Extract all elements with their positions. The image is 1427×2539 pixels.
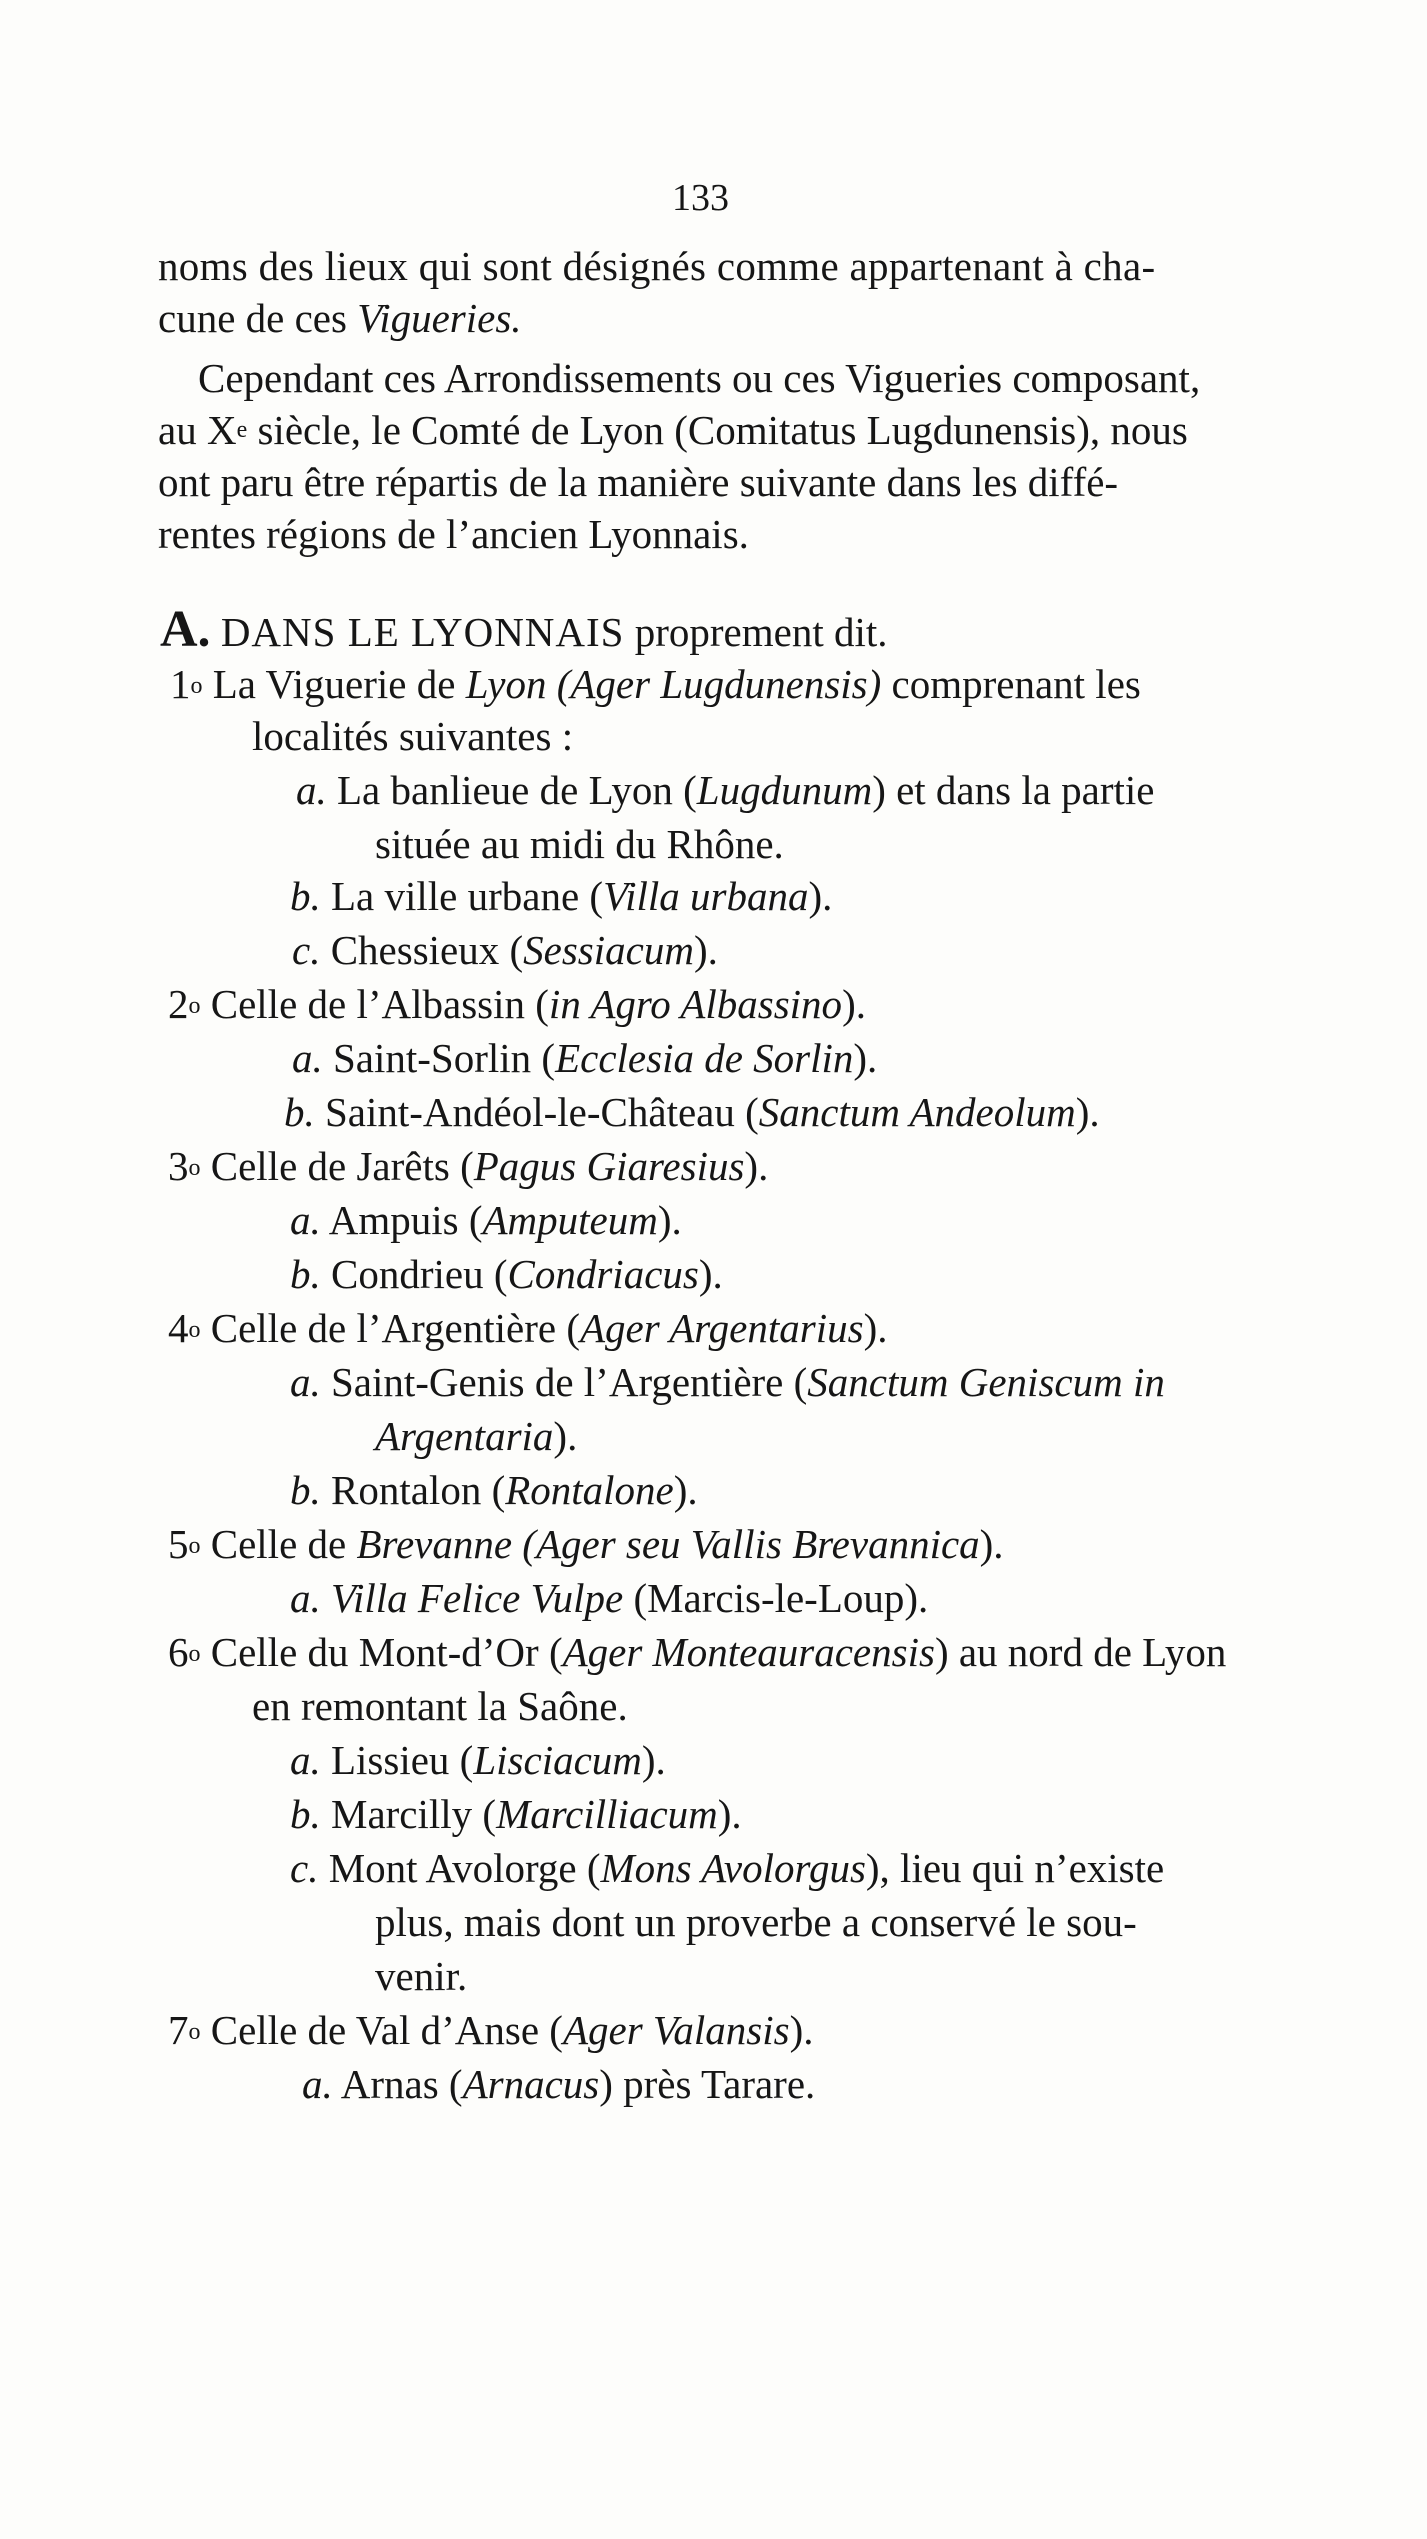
text-line <box>158 404 1188 456</box>
sub-item <box>290 1194 682 1246</box>
entry-continuation: localités suivantes : <box>252 713 574 759</box>
text-line <box>252 710 573 762</box>
intro-line-2: cune de ces <box>158 295 358 341</box>
entry-number: 1 <box>170 661 191 707</box>
sub-text: ). <box>673 1467 698 1513</box>
sub-label: b. <box>290 873 321 919</box>
sub-item <box>302 2058 815 2110</box>
sub-text: Ampuis ( <box>328 1197 483 1243</box>
sub-text: La banlieue de Lyon ( <box>337 767 697 813</box>
sub-text: Mont Avolorge ( <box>328 1845 601 1891</box>
ordinal-mark: o <box>188 2019 201 2045</box>
sub-label: a. <box>290 1197 321 1243</box>
ordinal-mark: o <box>188 1641 201 1667</box>
text-line <box>375 818 784 870</box>
sub-latin: Sanctum Geniscum in <box>807 1359 1165 1405</box>
sub-item <box>290 1464 698 1516</box>
sub-continuation: plus, mais dont un proverbe a conservé le sou- <box>375 1899 1137 1945</box>
sub-text: Saint-Genis de l’Argentière ( <box>331 1359 808 1405</box>
ordinal-mark: o <box>188 1155 201 1181</box>
text-line <box>375 1896 1137 1948</box>
entry-number: 6 <box>168 1629 189 1675</box>
text-line <box>158 456 1118 508</box>
sub-text: ). <box>693 927 718 973</box>
sub-text: ) près Tarare. <box>599 2061 816 2107</box>
entry-text: Celle de Val d’Anse ( <box>210 2007 563 2053</box>
entry-text: Celle de l’Albassin ( <box>210 981 549 1027</box>
entry-5 <box>168 1518 1004 1570</box>
para2-line-3: ont paru être répartis de la manière suivante dans les diffé- <box>158 459 1119 505</box>
sub-text: (Marcis-le-Loup). <box>623 1575 929 1621</box>
entry-latin: Pagus Giaresius <box>473 1143 745 1189</box>
sub-item <box>296 764 1155 816</box>
entry-number: 2 <box>168 981 189 1027</box>
entry-text: comprenant les <box>881 661 1141 707</box>
sub-label: a. <box>292 1035 323 1081</box>
sub-text: Arnas ( <box>340 2061 463 2107</box>
sub-text: ). <box>641 1737 666 1783</box>
text-line <box>198 352 1200 404</box>
sub-label: a. <box>296 767 327 813</box>
sub-label: c. <box>292 927 321 973</box>
sub-label: c. <box>290 1845 319 1891</box>
sub-label: a. <box>290 1359 321 1405</box>
sub-latin: Amputeum <box>482 1197 658 1243</box>
sub-item <box>290 870 832 922</box>
intro-line-1: noms des lieux qui sont désignés comme appartenant à cha- <box>158 243 1156 289</box>
sub-text: ). <box>853 1035 878 1081</box>
sub-latin: Sessiacum <box>523 927 694 973</box>
sub-continuation: venir. <box>375 1953 468 1999</box>
sub-latin: Marcilliacum <box>496 1791 718 1837</box>
sub-latin: Ecclesia de Sorlin <box>555 1035 854 1081</box>
sub-latin: Arnacus <box>462 2061 600 2107</box>
sub-label: a. <box>302 2061 333 2107</box>
entry-1 <box>170 658 1141 710</box>
entry-continuation: en remontant la Saône. <box>252 1683 628 1729</box>
entry-text: ) au nord de Lyon <box>934 1629 1227 1675</box>
entry-number: 7 <box>168 2007 189 2053</box>
sub-label: b. <box>290 1251 321 1297</box>
para2-line-4: rentes régions de l’ancien Lyonnais. <box>158 511 749 557</box>
text-line <box>252 1680 628 1732</box>
sub-latin: Villa Felice Vulpe <box>331 1575 624 1621</box>
entry-number: 3 <box>168 1143 189 1189</box>
sub-continuation-latin: Argentaria <box>375 1413 554 1459</box>
sub-text: La ville urbane ( <box>331 873 604 919</box>
sub-item <box>290 1788 742 1840</box>
entry-4 <box>168 1302 887 1354</box>
section-heading <box>160 601 888 658</box>
sub-latin: Sanctum Andeolum <box>758 1089 1076 1135</box>
ordinal-mark: o <box>188 993 201 1019</box>
sub-item <box>290 1734 666 1786</box>
sub-text: Saint-Andéol-le-Château ( <box>325 1089 759 1135</box>
sub-label: b. <box>290 1467 321 1513</box>
ordinal-mark: o <box>188 1317 201 1343</box>
entry-latin: Ager Argentarius <box>579 1305 864 1351</box>
entry-text: ). <box>842 981 866 1027</box>
sub-latin: Condriacus <box>507 1251 699 1297</box>
sub-text: ). <box>657 1197 682 1243</box>
entry-text: La Viguerie de <box>212 661 466 707</box>
sub-latin: Rontalone <box>505 1467 674 1513</box>
sub-text: Marcilly ( <box>331 1791 497 1837</box>
entry-text: Celle de Jarêts ( <box>210 1143 474 1189</box>
sub-text: Condrieu ( <box>331 1251 508 1297</box>
sub-item <box>290 1248 723 1300</box>
sub-item <box>290 1572 928 1624</box>
sub-text: ) et dans la partie <box>872 767 1155 813</box>
sub-item <box>292 924 718 976</box>
sub-text: Lissieu ( <box>331 1737 474 1783</box>
para2-line-2a: au X <box>158 407 237 453</box>
text-line <box>158 292 522 344</box>
entry-text: ). <box>979 1521 1004 1567</box>
section-letter: A. <box>160 601 211 658</box>
sub-continuation: située au midi du Rhône. <box>375 821 784 867</box>
entry-3 <box>168 1140 768 1192</box>
para2-line-1: Cependant ces Arrondissements ou ces Vigueries composant, <box>198 355 1201 401</box>
entry-latin: Brevanne (Ager seu Vallis Brevannica <box>356 1521 980 1567</box>
entry-latin: Ager Valansis <box>562 2007 790 2053</box>
sub-latin: Mons Avolorgus <box>600 1845 866 1891</box>
entry-latin: Lyon (Ager Lugdunensis) <box>465 661 882 707</box>
sub-text: ). <box>553 1413 578 1459</box>
entry-text: Celle de l’Argentière ( <box>210 1305 580 1351</box>
sub-text: Saint-Sorlin ( <box>333 1035 556 1081</box>
ordinal-mark: o <box>190 673 203 699</box>
superscript: e <box>236 417 248 443</box>
entry-6 <box>168 1626 1226 1678</box>
sub-item <box>290 1842 1164 1894</box>
sub-label: b. <box>290 1791 321 1837</box>
sub-latin: Lugdunum <box>696 767 873 813</box>
sub-item <box>284 1086 1100 1138</box>
entry-7 <box>168 2004 814 2056</box>
text-line <box>158 240 1238 292</box>
ordinal-mark: o <box>188 1533 201 1559</box>
entry-latin: Ager Monteauracensis <box>562 1629 935 1675</box>
sub-text: ). <box>717 1791 742 1837</box>
sub-label: a. <box>290 1737 321 1783</box>
text-line <box>375 1410 577 1462</box>
sub-latin: Villa urbana <box>603 873 809 919</box>
sub-latin: Lisciacum <box>473 1737 642 1783</box>
intro-line-2-italic: Vigueries. <box>357 295 522 341</box>
sub-item <box>292 1032 877 1084</box>
text-line <box>375 1950 467 2002</box>
sub-text: ). <box>1075 1089 1100 1135</box>
sub-item <box>290 1356 1165 1408</box>
sub-label: b. <box>284 1089 315 1135</box>
entry-latin: in Agro Albassino <box>548 981 843 1027</box>
entry-text: Celle de <box>210 1521 357 1567</box>
sub-text: ). <box>808 873 833 919</box>
entry-text: ). <box>789 2007 814 2053</box>
entry-number: 4 <box>168 1305 189 1351</box>
sub-text: Chessieux ( <box>330 927 524 973</box>
sub-text: ). <box>698 1251 723 1297</box>
entry-number: 5 <box>168 1521 189 1567</box>
section-title: DANS LE LYONNAIS <box>220 609 625 655</box>
entry-text: Celle du Mont-d’Or ( <box>210 1629 563 1675</box>
sub-text: ), lieu qui n’existe <box>865 1845 1165 1891</box>
entry-2 <box>168 978 866 1030</box>
entry-text: ). <box>744 1143 769 1189</box>
para2-line-2b: siècle, le Comté de Lyon (Comitatus Lugdunensis), nous <box>247 407 1188 453</box>
entry-text: ). <box>863 1305 888 1351</box>
page-number: 133 <box>672 177 729 219</box>
sub-label: a. <box>290 1575 321 1621</box>
text-line <box>158 508 749 560</box>
section-title-rest: proprement dit. <box>624 609 888 655</box>
sub-text: Rontalon ( <box>331 1467 506 1513</box>
